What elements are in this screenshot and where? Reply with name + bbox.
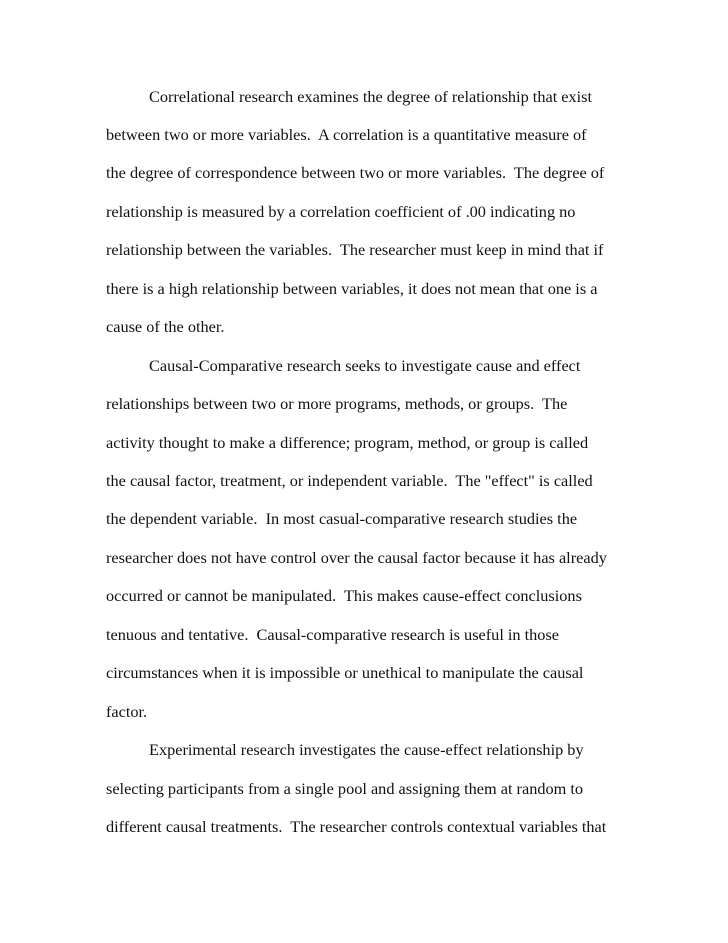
paragraph-2-line-4: the causal factor, treatment, or independent variable. The "effect" is called xyxy=(106,471,593,490)
paragraph-3-line-2: selecting participants from a single pool and assigning them at random to xyxy=(106,779,584,798)
paragraph-2-line-1: Causal-Comparative research seeks to investigate cause and effect xyxy=(149,356,581,375)
paragraph-2-line-9: circumstances when it is impossible or unethical to manipulate the causal xyxy=(106,663,584,682)
paragraph-1-line-3: the degree of correspondence between two or more variables. The degree of xyxy=(106,163,605,182)
paragraph-2-line-5: the dependent variable. In most casual-comparative research studies the xyxy=(106,509,578,528)
paragraph-1-line-6: there is a high relationship between variables, it does not mean that one is a xyxy=(106,279,598,298)
paragraph-1-line-7: cause of the other. xyxy=(106,317,225,336)
paragraph-1-line-2: between two or more variables. A correlation is a quantitative measure of xyxy=(106,125,587,144)
paragraph-3-line-1: Experimental research investigates the cause-effect relationship by xyxy=(149,740,584,759)
paragraph-2-line-8: tenuous and tentative. Causal-comparative research is useful in those xyxy=(106,625,560,644)
paragraph-1-line-5: relationship between the variables. The researcher must keep in mind that if xyxy=(106,240,604,259)
paragraph-2-line-6: researcher does not have control over the causal factor because it has already xyxy=(106,548,607,567)
paragraph-2-line-7: occurred or cannot be manipulated. This makes cause-effect conclusions xyxy=(106,586,582,605)
paragraph-3-line-3: different causal treatments. The researcher controls contextual variables that xyxy=(106,817,607,836)
paragraph-2-line-3: activity thought to make a difference; program, method, or group is called xyxy=(106,433,589,452)
paragraph-1-line-4: relationship is measured by a correlation coefficient of .00 indicating no xyxy=(106,202,576,221)
paragraph-2-line-2: relationships between two or more programs, methods, or groups. The xyxy=(106,394,568,413)
paragraph-2-line-10: factor. xyxy=(106,702,148,721)
paragraph-1-line-1: Correlational research examines the degree of relationship that exist xyxy=(149,87,593,106)
